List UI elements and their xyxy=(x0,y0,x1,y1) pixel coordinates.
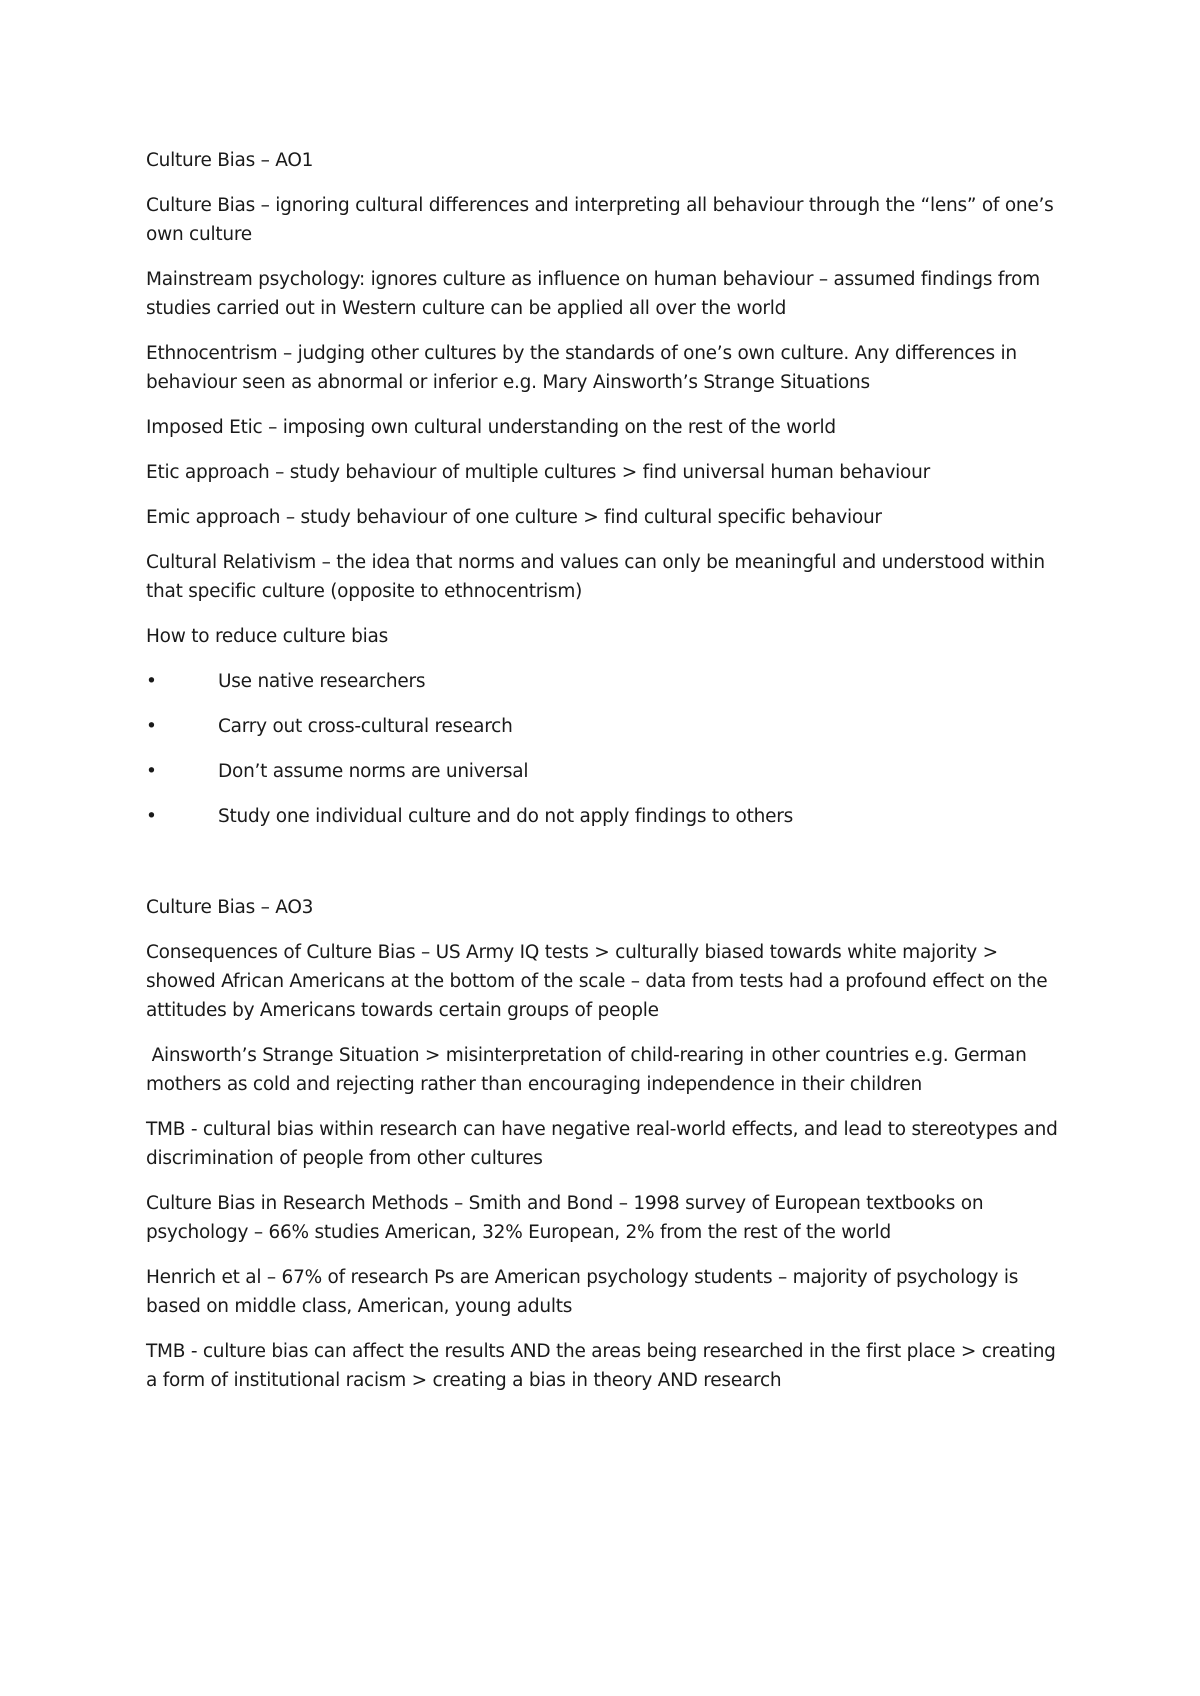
list-item-text: Study one individual culture and do not apply findings to others xyxy=(218,806,793,827)
section-heading-ao1: Culture Bias – AO1 xyxy=(146,150,314,171)
paragraph-emic-approach: Emic approach – study behaviour of one culture > find cultural specific behaviour xyxy=(146,507,882,528)
bullet-icon: • xyxy=(146,761,157,782)
paragraph-research-methods: Culture Bias in Research Methods – Smith and Bond – 1998 survey of European textbooks on psychology – 66% studies American, 32% European, 2% from the rest of the world xyxy=(146,1193,984,1243)
paragraph-mainstream-psychology: Mainstream psychology: ignores culture as influence on human behaviour – assumed findings from studies carried out in Western culture can be applied all over the world xyxy=(146,269,1040,319)
list-item xyxy=(146,757,1066,786)
bullet-list xyxy=(146,667,1066,831)
paragraph-ethnocentrism: Ethnocentrism – judging other cultures by the standards of one’s own culture. Any differences in behaviour seen as abnormal or inferior e.g. Mary Ainsworth’s Strange Situations xyxy=(146,343,1017,393)
document-body xyxy=(146,146,1066,1411)
paragraph-reduce-bias-intro: How to reduce culture bias xyxy=(146,626,389,647)
paragraph-ainsworth: Ainsworth’s Strange Situation > misinterpretation of child-rearing in other countries e.g. German mothers as cold and rejecting rather than encouraging independence in their children xyxy=(146,1045,1033,1095)
list-item xyxy=(146,802,1066,831)
paragraph-henrich: Henrich et al – 67% of research Ps are American psychology students – majority of psychology is based on middle class, American, young adults xyxy=(146,1267,1019,1317)
bullet-icon: • xyxy=(146,671,157,692)
section-spacer xyxy=(146,847,1066,893)
paragraph-tmb-institutional: TMB - culture bias can affect the results AND the areas being researched in the first place > creating a form of institutional racism > creating a bias in theory AND research xyxy=(146,1341,1056,1391)
paragraph-culture-bias-definition: Culture Bias – ignoring cultural differences and interpreting all behaviour through the “lens” of one’s own culture xyxy=(146,195,1054,245)
list-item-text: Carry out cross-cultural research xyxy=(218,716,513,737)
bullet-icon: • xyxy=(146,806,157,827)
list-item-text: Don’t assume norms are universal xyxy=(218,761,529,782)
paragraph-consequences: Consequences of Culture Bias – US Army IQ tests > culturally biased towards white majority > showed African Americans at the bottom of the scale – data from tests had a profound effect on the attitudes by Americans towards certain groups of people xyxy=(146,942,1048,1021)
list-item xyxy=(146,712,1066,741)
paragraph-imposed-etic: Imposed Etic – imposing own cultural understanding on the rest of the world xyxy=(146,417,836,438)
list-item xyxy=(146,667,1066,696)
bullet-icon: • xyxy=(146,716,157,737)
paragraph-cultural-relativism: Cultural Relativism – the idea that norms and values can only be meaningful and understood within that specific culture (opposite to ethnocentrism) xyxy=(146,552,1045,602)
paragraph-etic-approach: Etic approach – study behaviour of multiple cultures > find universal human behaviour xyxy=(146,462,930,483)
paragraph-tmb-real-world: TMB - cultural bias within research can have negative real-world effects, and lead to stereotypes and discrimination of people from other cultures xyxy=(146,1119,1058,1169)
list-item-text: Use native researchers xyxy=(218,671,426,692)
section-heading-ao3: Culture Bias – AO3 xyxy=(146,897,314,918)
